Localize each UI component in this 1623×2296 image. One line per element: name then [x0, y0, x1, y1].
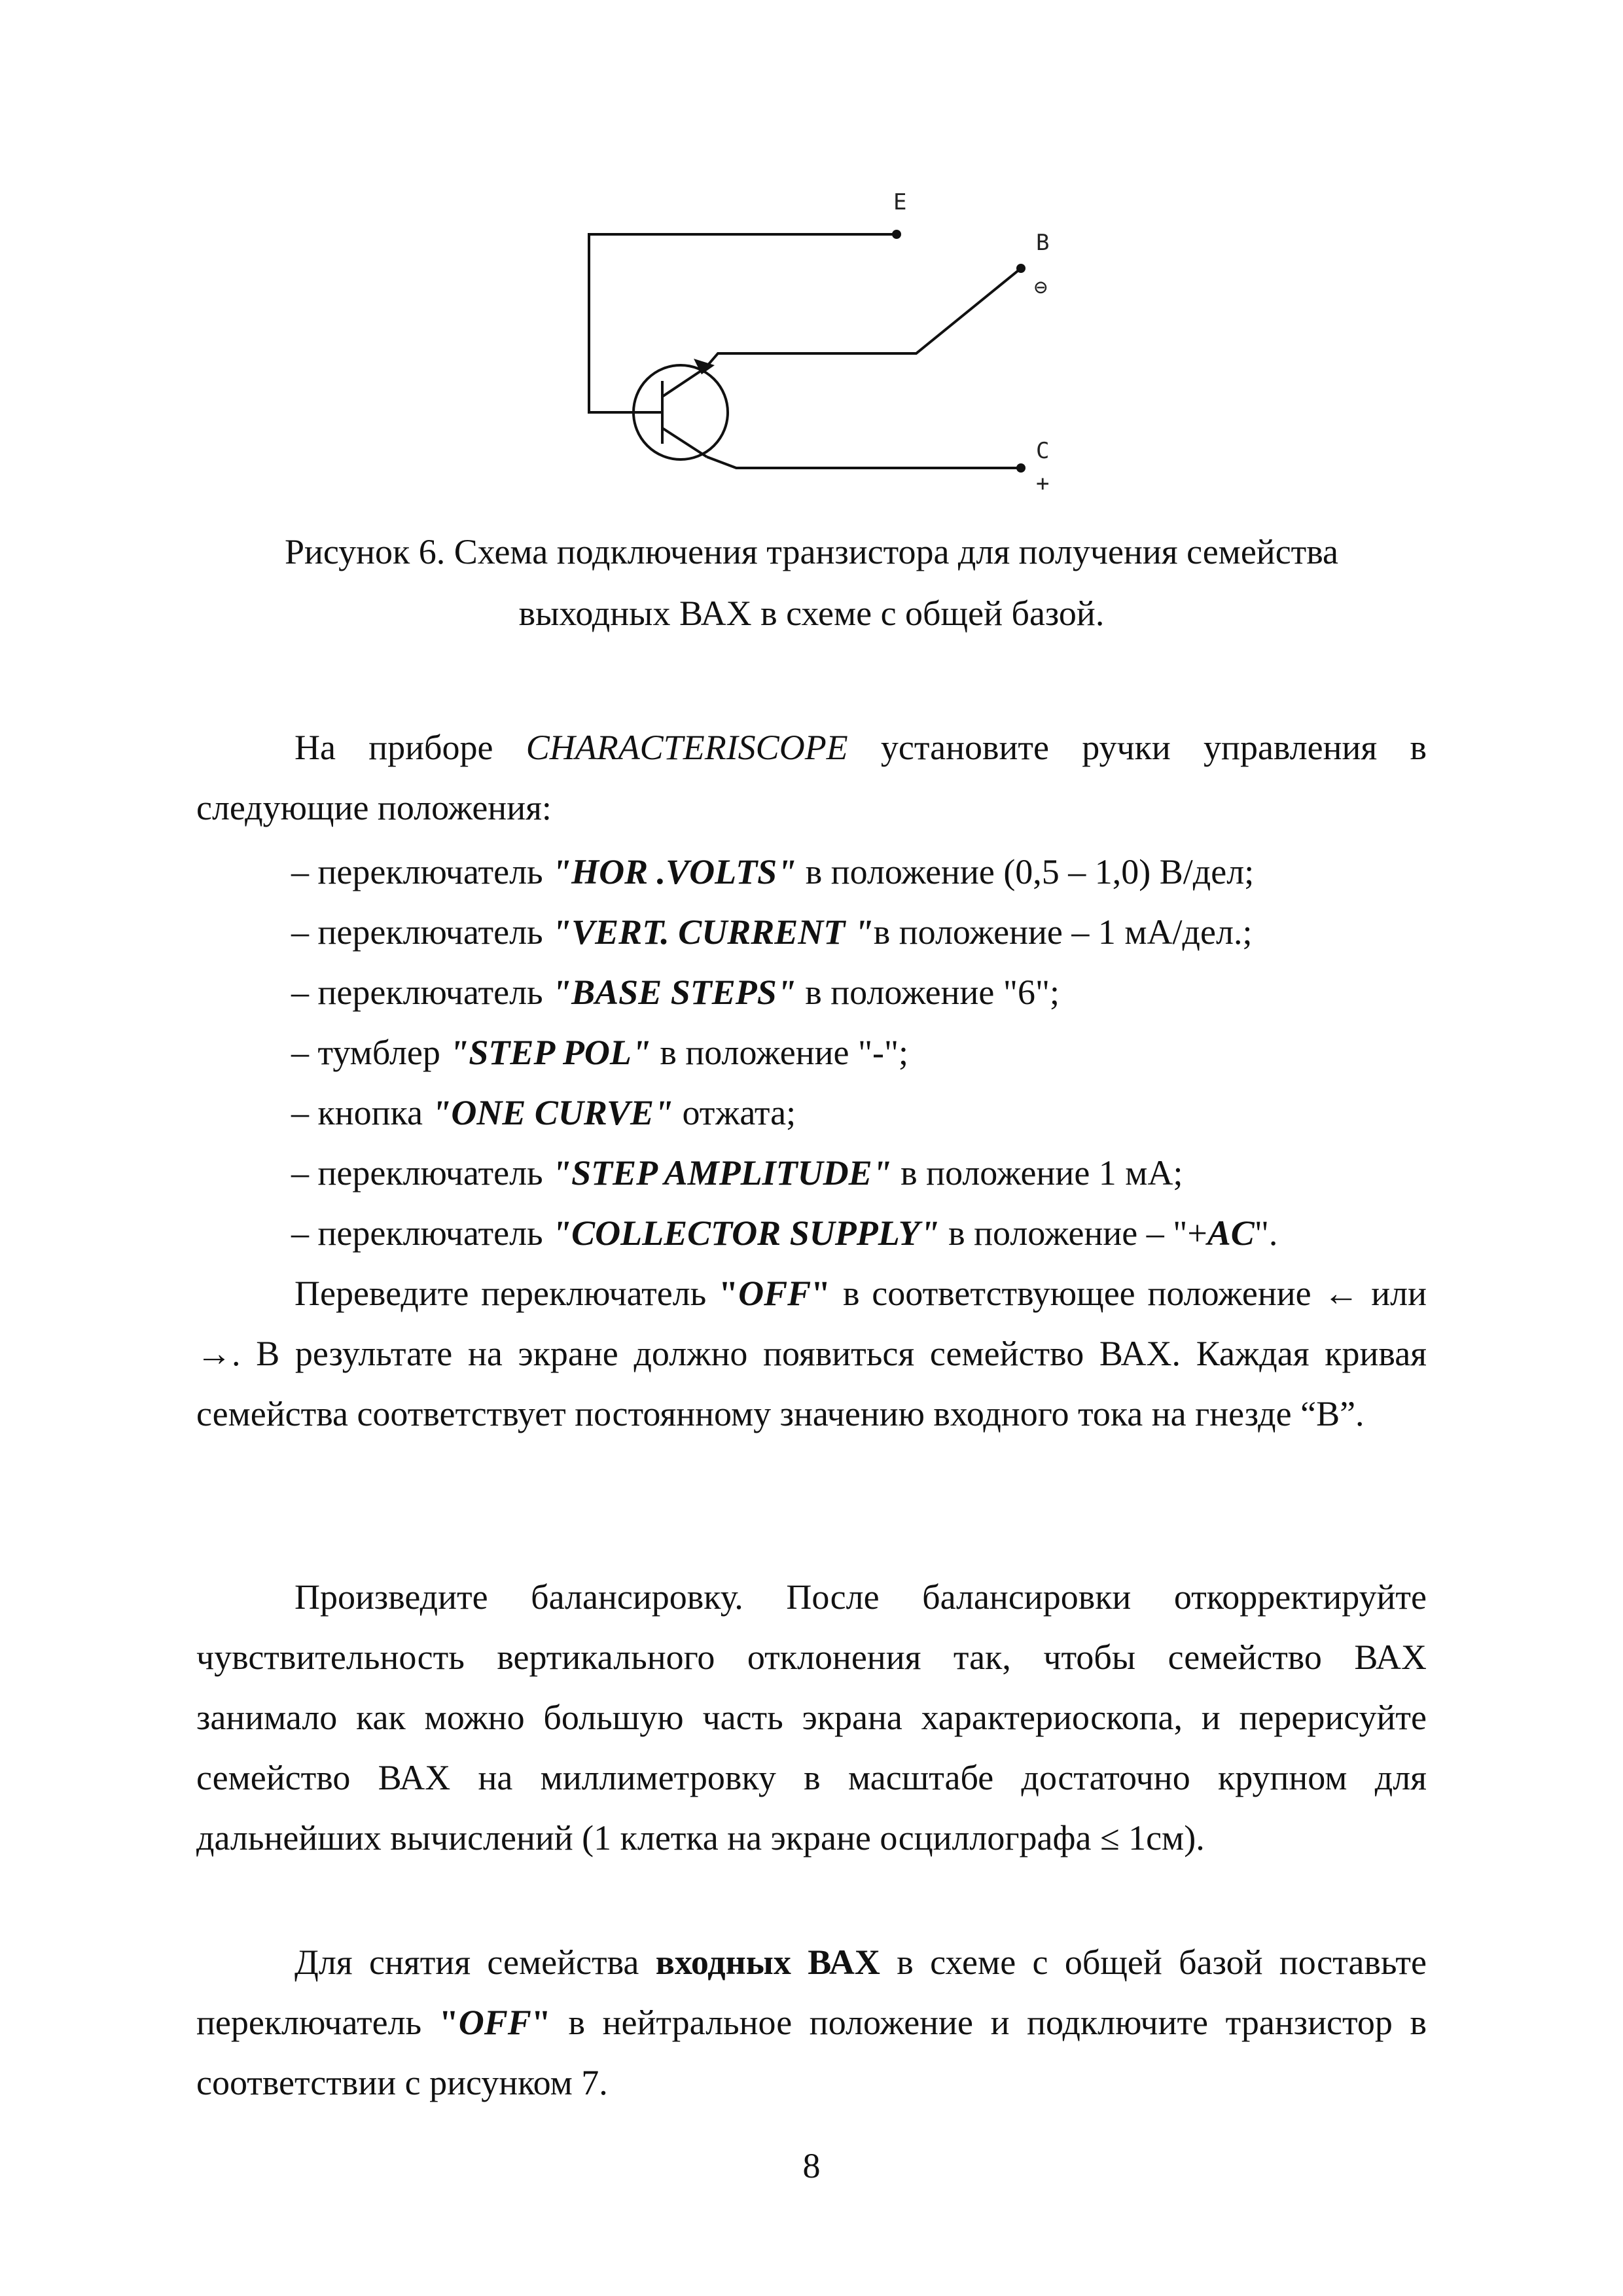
control-name: "STEP AMPLITUDE": [552, 1153, 892, 1193]
transistor-circuit-diagram: [563, 177, 1099, 504]
switch-paragraph: Переведите переключатель "OFF" в соответствующее положение ← или →. В результате на экране должно появиться семейство ВАХ. Каждая кривая семейства соответствует постоянному значению входного тока на гнезде “В”.: [196, 1274, 1427, 1433]
balancing-paragraph: Произведите балансировку. После балансировки откорректируйте чувствительность вертикального отклонения так, чтобы семейство ВАХ занимало как можно большую часть экрана характериоскопа, и перерисуйте семейство ВАХ на миллиметровку в масштабе достаточно крупном для дальнейших вычислений (1 клетка на экране осциллографа ≤ 1см).: [196, 1577, 1427, 1857]
control-name: "HOR .VOLTS": [552, 852, 797, 891]
intro-paragraph: На приборе CHARACTERISCOPE установите ручки управления в следующие положения:: [196, 728, 1427, 827]
control-name: "VERT. CURRENT ": [552, 912, 874, 952]
emitter-wire: [589, 234, 897, 412]
list-item: – переключатель "HOR .VOLTS" в положение (0,5 – 1,0) В/дел;: [291, 852, 1255, 891]
control-name: "COLLECTOR SUPPLY": [552, 1213, 940, 1253]
list-item: – переключатель "VERT. CURRENT "в положение – 1 мА/дел.;: [291, 912, 1253, 952]
collector-wire: [707, 457, 1021, 468]
emitter-terminal: [892, 230, 901, 239]
transistor-collector-lead: [662, 428, 707, 457]
collector-polarity-label: +: [1036, 471, 1050, 497]
collector-label: C: [1036, 438, 1050, 464]
list-item: – кнопка "ONE CURVE" отжата;: [291, 1093, 796, 1132]
input-characteristics-paragraph: Для снятия семейства входных ВАХ в схеме с общей базой поставьте переключатель "OFF" в нейтральное положение и подключите транзистор в соответствии с рисунком 7.: [196, 1943, 1427, 2102]
base-terminal: [1016, 264, 1026, 273]
collector-terminal: [1016, 463, 1026, 473]
base-label: B: [1036, 230, 1050, 256]
page-number: 8: [802, 2146, 821, 2185]
bold-term: входных ВАХ: [655, 1943, 880, 1982]
base-polarity-label: ⊖: [1034, 274, 1048, 300]
list-item: – переключатель "STEP AMPLITUDE" в положение 1 мА;: [291, 1153, 1183, 1193]
list-item: – переключатель "BASE STEPS" в положение "6";: [291, 973, 1060, 1012]
list-item: – тумблер "STEP POL" в положение "-";: [291, 1033, 909, 1072]
base-wire: [705, 268, 1021, 368]
control-name: "BASE STEPS": [552, 973, 796, 1012]
device-name: CHARACTERISCOPE: [526, 728, 848, 767]
list-item: – переключатель "COLLECTOR SUPPLY" в положение – "+AC".: [291, 1213, 1278, 1253]
transistor-emitter-lead: [662, 368, 705, 397]
control-name: "ONE CURVE": [431, 1093, 673, 1132]
figure-caption-line-1: Рисунок 6. Схема подключения транзистора для получения семейства: [284, 532, 1339, 571]
off-switch-name: OFF: [738, 1274, 812, 1313]
figure-caption-line-2: выходных ВАХ в схеме с общей базой.: [518, 594, 1105, 633]
emitter-label: E: [893, 189, 907, 215]
off-switch-name: OFF: [458, 2003, 531, 2042]
control-name: "STEP POL": [449, 1033, 651, 1072]
